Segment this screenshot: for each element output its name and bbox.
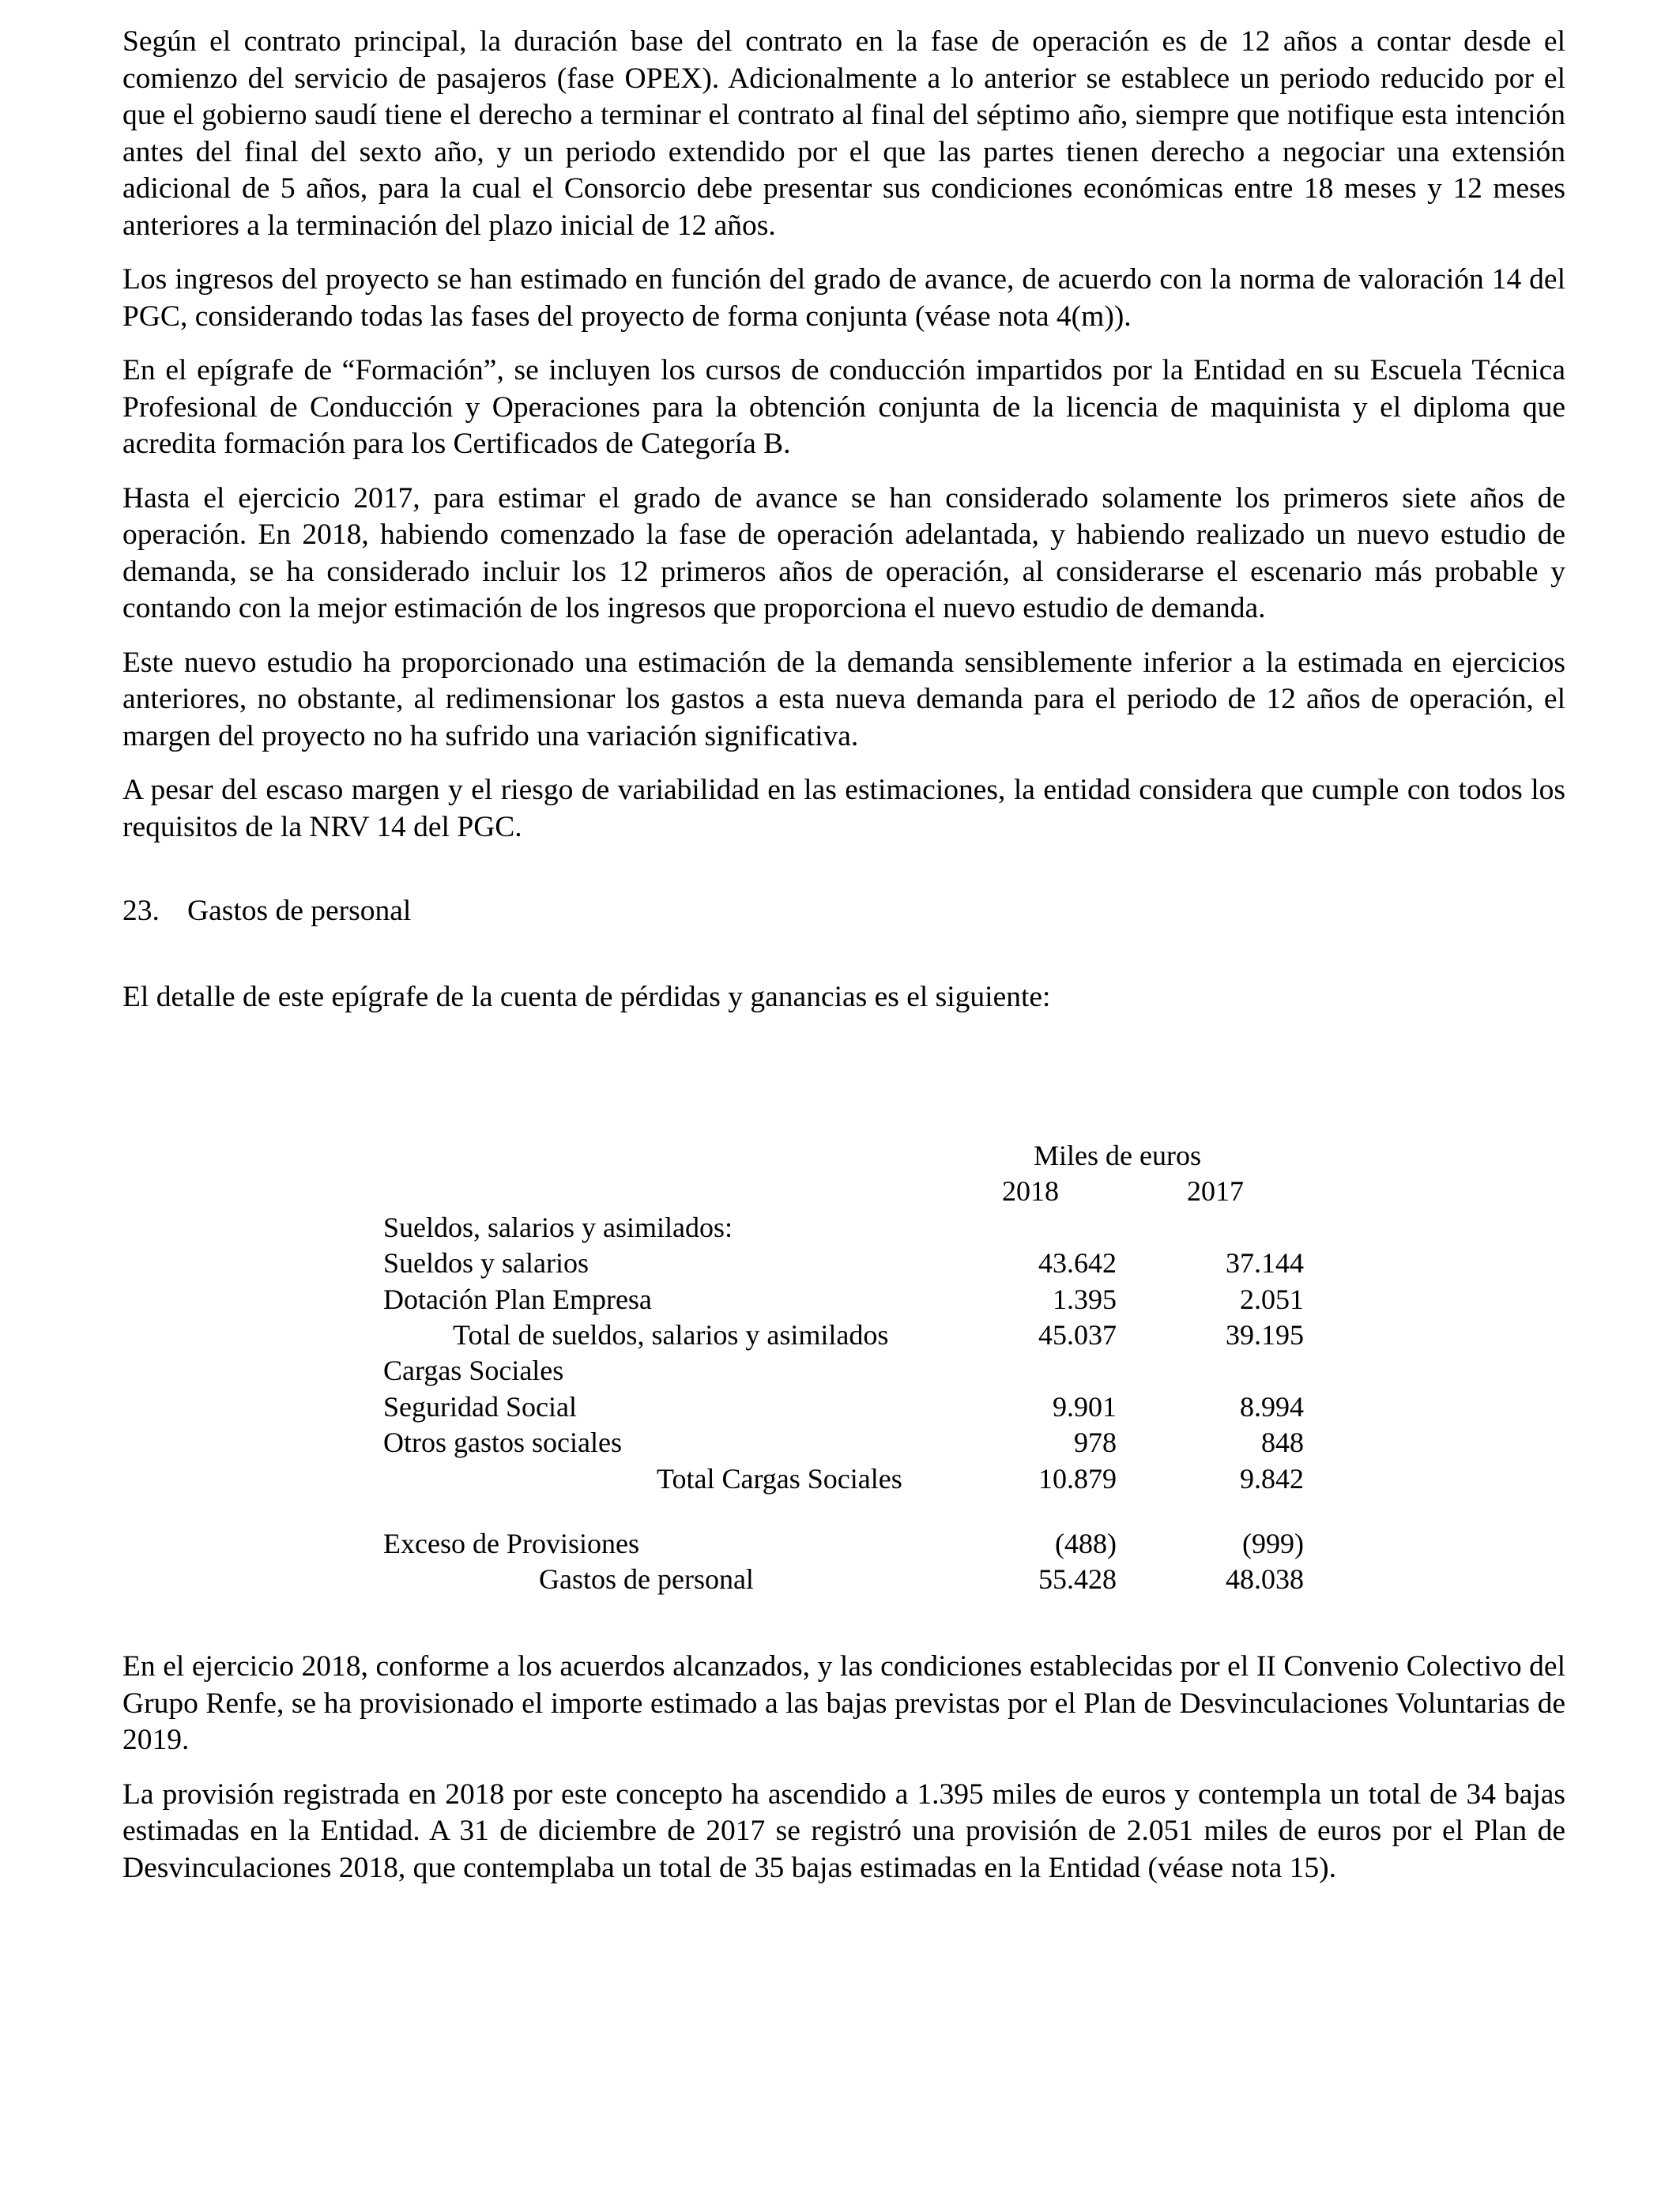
value-2018: 45.037 xyxy=(1038,1318,1117,1351)
paragraph-provision-amount: La provisión registrada en 2018 por este concepto ha ascendido a 1.395 miles de euros y contempla un total de 34 bajas estimadas en la Entidad. A 31 de diciembre de 2017 se registró una provisión de 2.051 miles de euros por el Plan de Desvinculaciones 2018, que contemplaba un total de 35 bajas estimadas en la Entidad (véase nota 15). xyxy=(122,1777,1565,1884)
document-page-lower xyxy=(122,1649,1565,1904)
value-2017: 8.994 xyxy=(1240,1390,1304,1423)
section-intro: El detalle de este epígrafe de la cuenta de pérdidas y ganancias es el siguiente: xyxy=(122,980,1051,1013)
row-label: Sueldos, salarios y asimilados: xyxy=(383,1211,733,1243)
table-units-label: Miles de euros xyxy=(1034,1140,1201,1171)
value-2018: 1.395 xyxy=(1053,1283,1117,1315)
paragraph-voluntary-departures: En el ejercicio 2018, conforme a los acuerdos alcanzados, y las condiciones establecidas por el II Convenio Colectivo del Grupo Renfe, se ha provisionado el importe estimado a las bajas previstas por el Plan de Desvinculaciones Voluntarias de 2019. xyxy=(122,1650,1565,1756)
row-label: Gastos de personal xyxy=(539,1563,754,1596)
value-2017: 848 xyxy=(1261,1427,1304,1459)
paragraph-revenue-estimation: Los ingresos del proyecto se han estimado en función del grado de avance, de acuerdo con la norma de valoración 14 del PGC, considerando todas las fases del proyecto de forma conjunta (véase nota 4(m)). xyxy=(122,263,1565,333)
row-label: Cargas Sociales xyxy=(383,1355,564,1387)
paragraph-contract-duration: Según el contrato principal, la duración base del contrato en la fase de operación es de 12 años a contar desde el comienzo del servicio de pasajeros (fase OPEX). Adicionalmente a lo anterior se establece un periodo reducido por el que el gobierno saudí tiene el derecho a terminar el contrato al final del séptimo año, siempre que notifique esta intención antes del final del sexto año, y un periodo extendido por el que las partes tienen derecho a negociar una extensión adicional de 5 años, para la cual el Consorcio debe presentar sus condiciones económicas entre 18 meses y 12 meses anteriores a la terminación del plazo inicial de 12 años. xyxy=(122,25,1565,242)
row-label: Sueldos y salarios xyxy=(383,1247,589,1280)
section-number: 23. xyxy=(122,895,160,927)
row-label: Seguridad Social xyxy=(383,1390,577,1423)
row-label: Exceso de Provisiones xyxy=(383,1527,639,1559)
value-2017: 37.144 xyxy=(1226,1247,1304,1280)
column-header-2018: 2018 xyxy=(1002,1175,1059,1208)
value-2018: 55.428 xyxy=(1038,1563,1117,1596)
value-2017: 39.195 xyxy=(1226,1318,1304,1351)
value-2018: 9.901 xyxy=(1053,1390,1117,1423)
value-2018: 43.642 xyxy=(1038,1247,1117,1280)
section-heading xyxy=(122,893,1565,930)
value-2017: (999) xyxy=(1242,1527,1304,1559)
row-label: Total de sueldos, salarios y asimilados xyxy=(453,1318,889,1351)
column-header-2017: 2017 xyxy=(1187,1175,1244,1208)
paragraph-training: En el epígrafe de “Formación”, se incluyen los cursos de conducción impartidos por la Entidad en su Escuela Técnica Profesional de Conducción y Operaciones para la obtención conjunta de la licencia de maquinista y el diploma que acredita formación para los Certificados de Categoría B. xyxy=(122,354,1565,460)
document-page xyxy=(122,24,1565,1016)
section-title: Gastos de personal xyxy=(187,895,412,927)
value-2017: 48.038 xyxy=(1226,1563,1304,1596)
row-label: Total Cargas Sociales xyxy=(657,1462,902,1495)
value-2017: 9.842 xyxy=(1240,1462,1304,1495)
paragraph-progress-degree: Hasta el ejercicio 2017, para estimar el grado de avance se han considerado solamente los primeros siete años de operación. En 2018, habiendo comenzado la fase de operación adelantada, y habiendo realizado un nuevo estudio de demanda, se ha considerado incluir los 12 primeros años de operación, al considerarse el escenario más probable y contando con la mejor estimación de los ingresos que proporciona el nuevo estudio de demanda. xyxy=(122,481,1565,624)
value-2018: 978 xyxy=(1074,1427,1117,1459)
row-label: Otros gastos sociales xyxy=(383,1427,622,1459)
paragraph-margin-risk: A pesar del escaso margen y el riesgo de variabilidad en las estimaciones, la entidad considera que cumple con todos los requisitos de la NRV 14 del PGC. xyxy=(122,774,1565,843)
value-2018: 10.879 xyxy=(1038,1462,1117,1495)
paragraph-demand-study: Este nuevo estudio ha proporcionado una estimación de la demanda sensiblemente inferior a la estimada en ejercicios anteriores, no obstante, al redimensionar los gastos a esta nueva demanda para el periodo de 12 años de operación, el margen del proyecto no ha sufrido una variación significativa. xyxy=(122,646,1565,752)
value-2018: (488) xyxy=(1055,1527,1117,1559)
row-label: Dotación Plan Empresa xyxy=(383,1283,652,1315)
value-2017: 2.051 xyxy=(1240,1283,1304,1315)
